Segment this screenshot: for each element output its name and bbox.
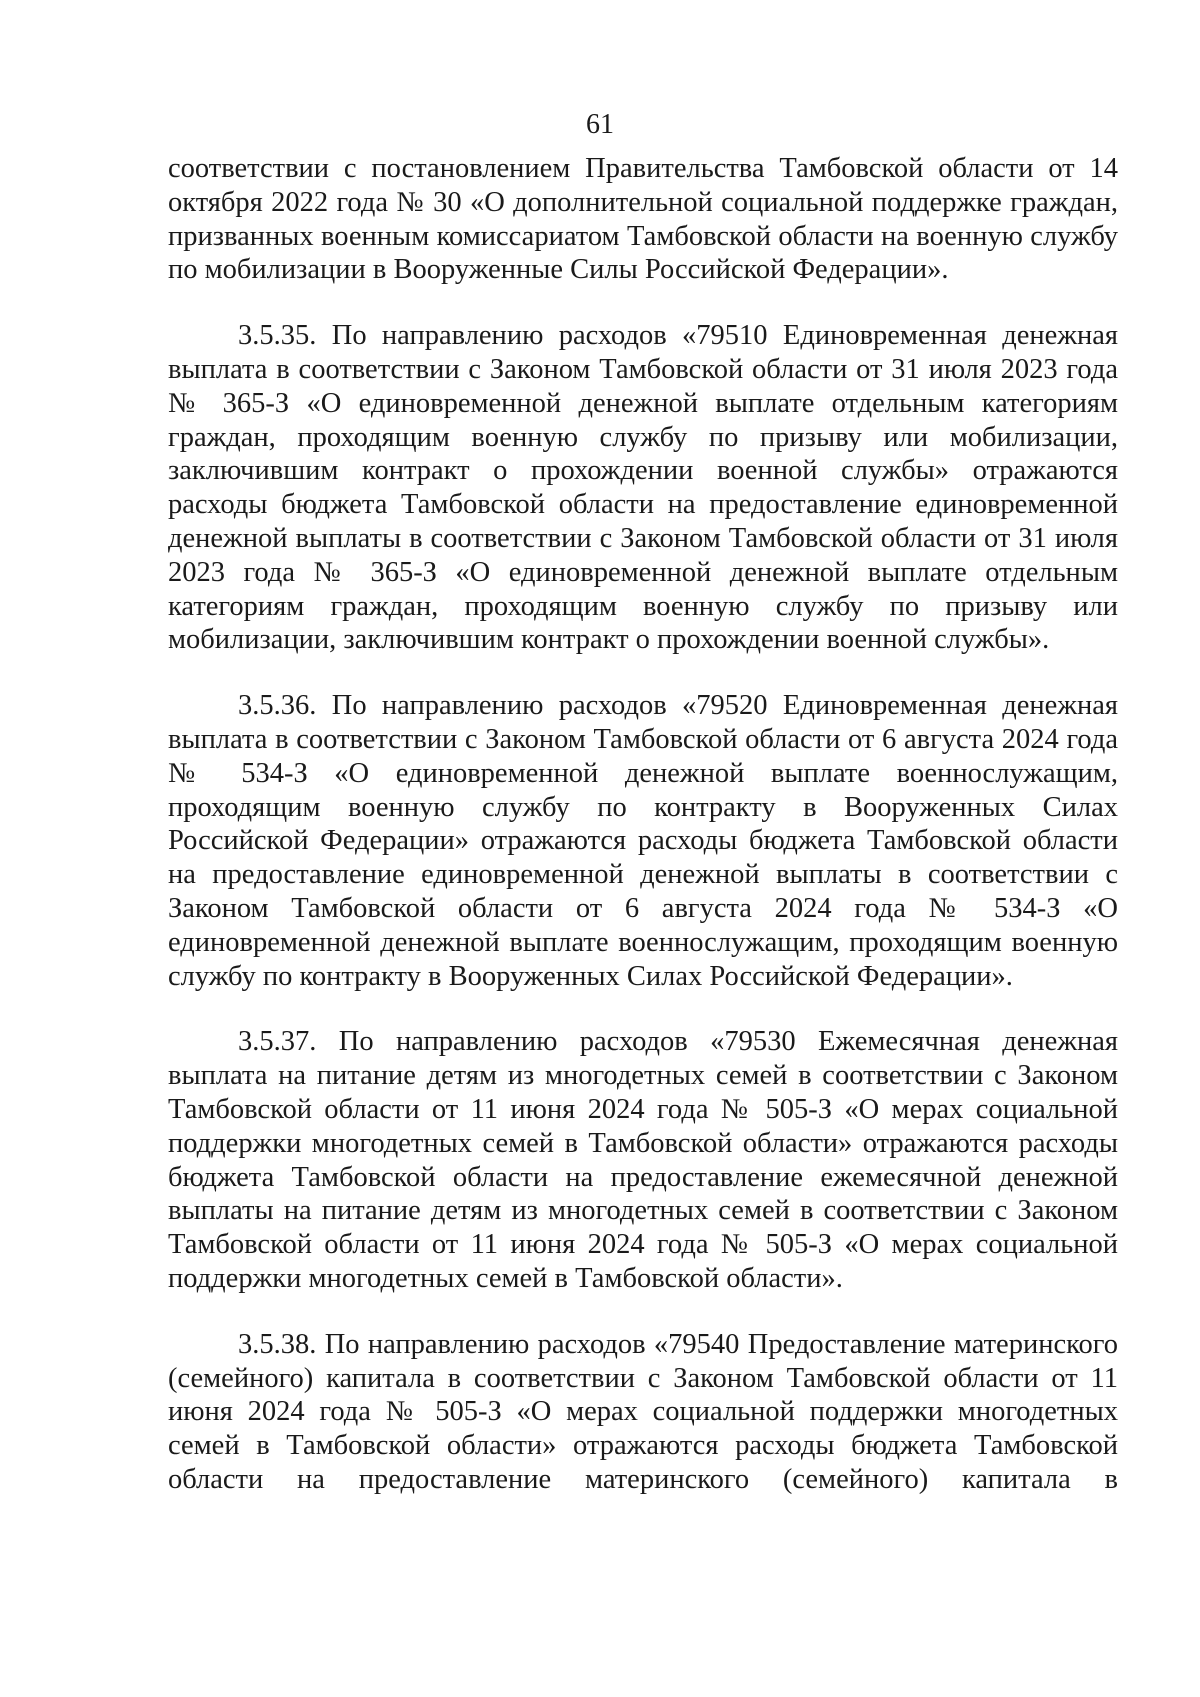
paragraph-continuation: соответствии с постановлением Правительства Тамбовской области от 14 октября 2022 года № 30 «О дополнительной социальной поддержке граждан, призванных военным комиссариатом Тамбовской области на военную службу по мобилизации в Вооруженные Силы Российской Федерации».	[168, 153, 1118, 286]
page-number: 61	[586, 109, 614, 140]
paragraph-3-5-38: 3.5.38. По направлению расходов «79540 Предоставление материнского (семейного) капитала в соответствии с Законом Тамбовской области от 11 июня 2024 года № 505-З «О мерах социальной поддержки многодетных семей в Тамбовской области» отражаются расходы бюджета Тамбовской области на предоставление материнского (семейного) капитала в	[168, 1328, 1118, 1495]
paragraph-3-5-35: 3.5.35. По направлению расходов «79510 Единовременная денежная выплата в соответствии с Законом Тамбовской области от 31 июля 2023 года № 365-З «О единовременной денежной выплате отдельным категориям граждан, проходящим военную службу по призыву или мобилизации, заключившим контракт о прохождении военной службы» отражаются расходы бюджета Тамбовской области на предоставление единовременной денежной выплаты в соответствии с Законом Тамбовской области от 31 июля 2023 года № 365-З «О единовременной денежной выплате отдельным категориям граждан, проходящим военную службу по призыву или мобилизации, заключившим контракт о прохождении военной службы».	[168, 320, 1118, 656]
document-body	[168, 152, 1118, 1529]
paragraph-3-5-37: 3.5.37. По направлению расходов «79530 Ежемесячная денежная выплата на питание детям из многодетных семей в соответствии с Законом Тамбовской области от 11 июня 2024 года № 505-З «О мерах социальной поддержки многодетных семей в Тамбовской области» отражаются расходы бюджета Тамбовской области на предоставление ежемесячной денежной выплаты на питание детям из многодетных семей в соответствии с Законом Тамбовской области от 11 июня 2024 года № 505-З «О мерах социальной поддержки многодетных семей в Тамбовской области».	[168, 1026, 1118, 1294]
paragraph-3-5-36: 3.5.36. По направлению расходов «79520 Единовременная денежная выплата в соответствии с Законом Тамбовской области от 6 августа 2024 года № 534-З «О единовременной денежной выплате военнослужащим, проходящим военную службу по контракту в Вооруженных Силах Российской Федерации» отражаются расходы бюджета Тамбовской области на предоставление единовременной денежной выплаты в соответствии с Законом Тамбовской области от 6 августа 2024 года № 534-З «О единовременной денежной выплате военнослужащим, проходящим военную службу по контракту в Вооруженных Силах Российской Федерации».	[168, 690, 1118, 992]
